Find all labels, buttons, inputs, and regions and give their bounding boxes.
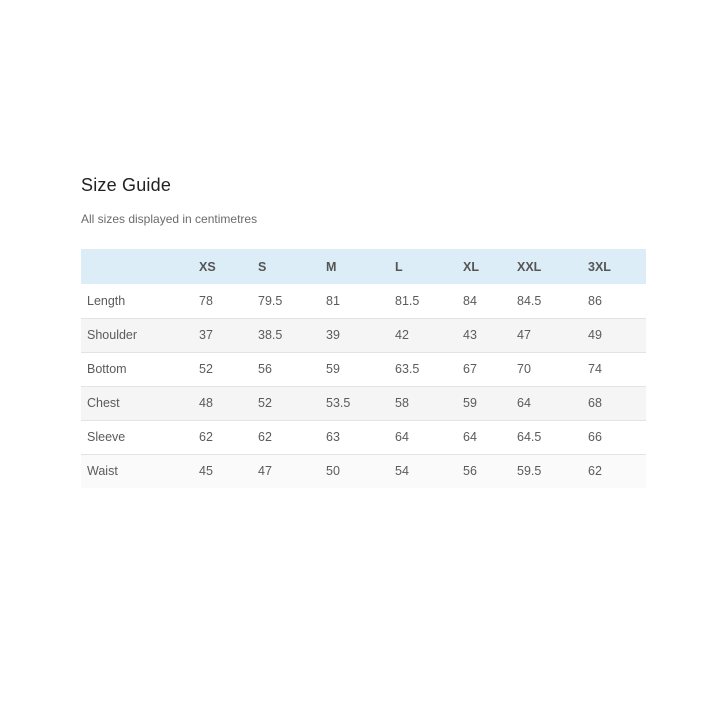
header-cell-xs: XS [199, 259, 216, 274]
header-cell-blank [81, 249, 199, 284]
header-cell-l: L [395, 259, 403, 274]
table-cell: 67 [463, 362, 477, 376]
table-cell: 45 [199, 464, 213, 479]
table-cell: 86 [588, 293, 602, 308]
table-cell: 50 [326, 464, 340, 479]
table-cell: 52 [258, 396, 272, 410]
row-label: Waist [87, 464, 118, 479]
table-cell: 78 [199, 293, 213, 308]
table-cell: 56 [258, 362, 272, 376]
header-cell-3xl: 3XL [588, 259, 611, 274]
table-cell: 59.5 [517, 464, 542, 479]
table-cell: 47 [258, 464, 272, 479]
table-cell: 79.5 [258, 293, 283, 308]
table-cell: 62 [258, 430, 272, 444]
table-cell: 48 [199, 396, 213, 410]
header-cell-xxl: XXL [517, 259, 542, 274]
row-label: Length [87, 293, 126, 308]
row-label: Chest [87, 396, 120, 410]
table-cell: 66 [588, 430, 602, 444]
table-row [81, 284, 646, 318]
table-cell: 84 [463, 293, 477, 308]
table-cell: 84.5 [517, 293, 542, 308]
table-row [81, 454, 646, 488]
table-cell: 70 [517, 362, 531, 376]
table-cell: 63 [326, 430, 340, 444]
table-row [81, 352, 646, 386]
row-label: Sleeve [87, 430, 126, 444]
table-row [81, 420, 646, 454]
table-cell: 56 [463, 464, 477, 479]
table-cell: 47 [517, 328, 531, 342]
table-cell: 68 [588, 396, 602, 410]
table-cell: 53.5 [326, 396, 351, 410]
header-cell-s: S [258, 259, 267, 274]
table-cell: 43 [463, 328, 477, 342]
table-row [81, 386, 646, 420]
table-cell: 54 [395, 464, 409, 479]
table-cell: 63.5 [395, 362, 420, 376]
header-cell-xl: XL [463, 259, 479, 274]
size-table [81, 249, 646, 488]
table-cell: 81 [326, 293, 340, 308]
page-subtitle: All sizes displayed in centimetres [81, 212, 258, 226]
row-label: Shoulder [87, 328, 138, 342]
table-cell: 37 [199, 328, 213, 342]
table-cell: 62 [588, 464, 602, 479]
table-row [81, 318, 646, 352]
table-cell: 58 [395, 396, 409, 410]
table-cell: 64 [463, 430, 477, 444]
table-cell: 49 [588, 328, 602, 342]
row-label: Bottom [87, 362, 127, 376]
table-header-row [81, 249, 646, 284]
table-cell: 74 [588, 362, 602, 376]
table-cell: 59 [463, 396, 477, 410]
table-cell: 59 [326, 362, 340, 376]
table-cell: 62 [199, 430, 213, 444]
table-cell: 64 [517, 396, 531, 410]
table-cell: 38.5 [258, 328, 283, 342]
page-title: Size Guide [81, 175, 172, 195]
table-cell: 52 [199, 362, 213, 376]
table-cell: 42 [395, 328, 409, 342]
table-cell: 64.5 [517, 430, 542, 444]
table-cell: 39 [326, 328, 340, 342]
size-guide [81, 172, 640, 479]
table-cell: 81.5 [395, 293, 420, 308]
header-cell-m: M [326, 259, 337, 274]
table-cell: 64 [395, 430, 409, 444]
